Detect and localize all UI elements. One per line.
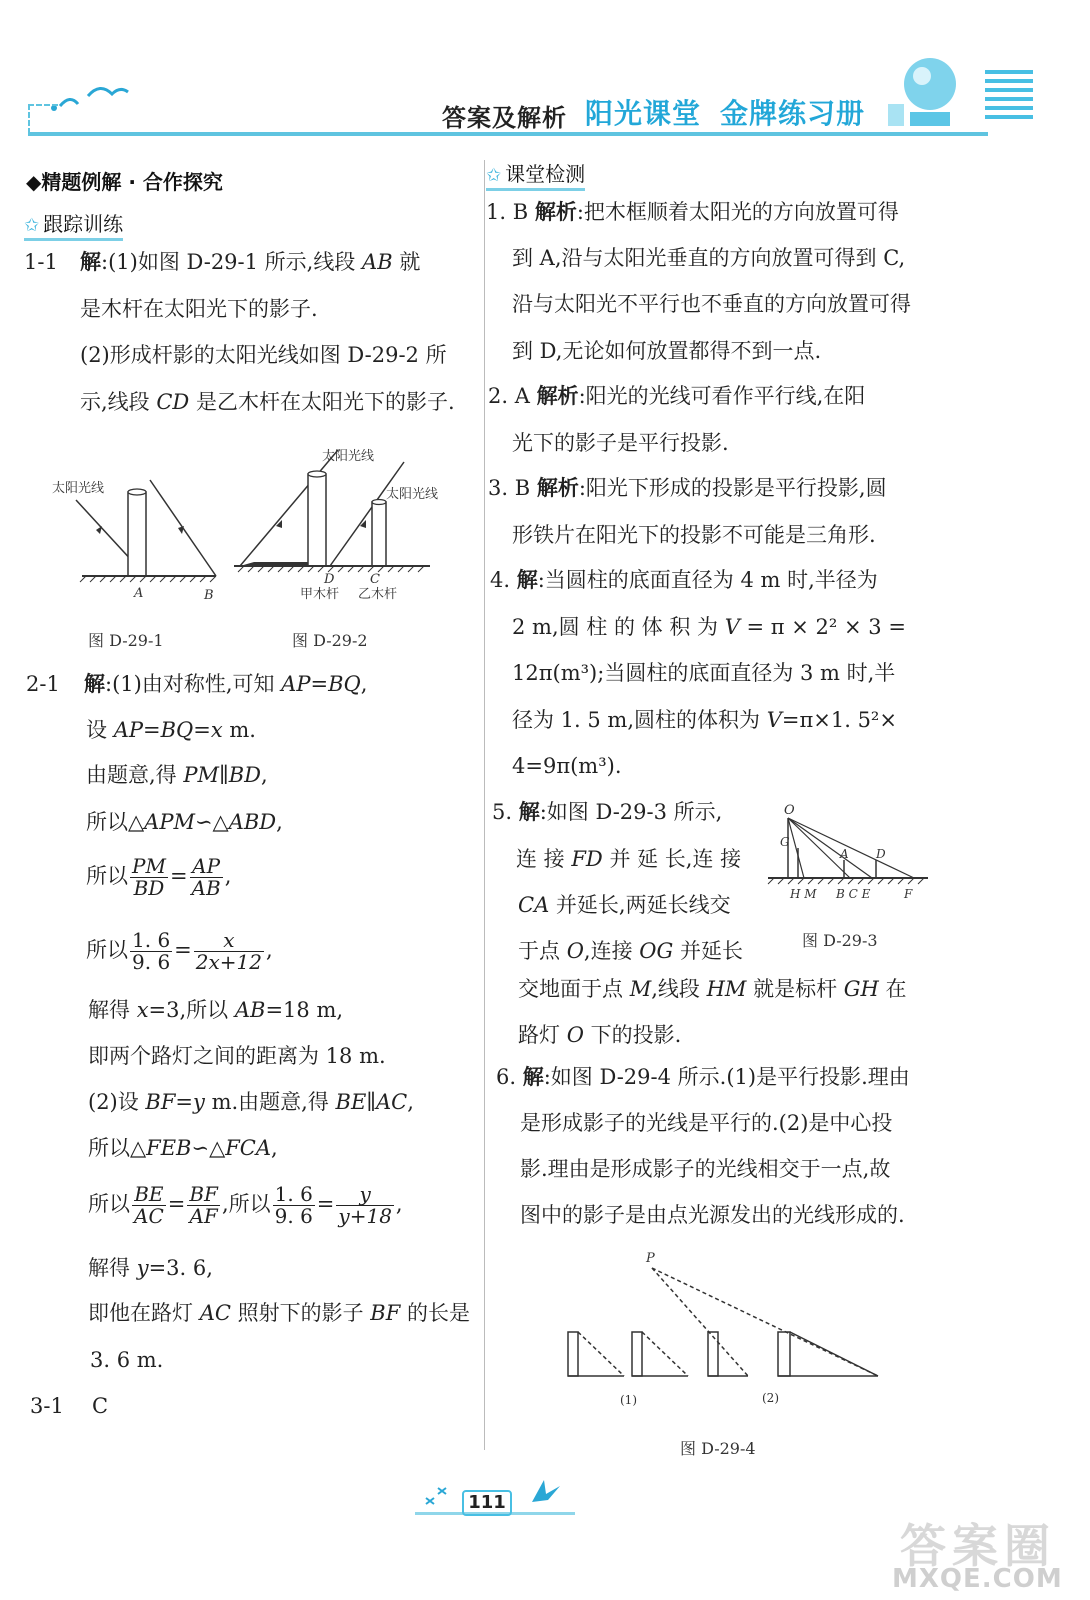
q2-1-line7: 解得 x=3,所以 AB=18 m, <box>88 998 344 1022</box>
q2-1-line2: 设 AP=BQ=x m. <box>86 718 256 742</box>
fig3-label-a: A <box>840 847 849 861</box>
r-q4-line2: 2 m,圆 柱 的 体 积 为 V = π × 2² × 3 = <box>512 615 906 639</box>
r-q6-line2: 是形成影子的光线是平行的.(2)是中心投 <box>520 1111 893 1135</box>
header-dash-vertical <box>28 104 30 134</box>
fig3-label-g: G <box>780 835 790 849</box>
fig3-caption: 图 D-29-3 <box>802 931 878 950</box>
r-q5-line2: 连 接 FD 并 延 长,连 接 <box>516 847 742 871</box>
fig1-label-b: B <box>204 588 214 603</box>
r-q5-line4: 于点 O,连接 OG 并延长 <box>518 939 743 963</box>
r-q1-line2: 到 A,沿与太阳光垂直的方向放置可得到 C, <box>512 246 906 270</box>
watermark-logo: 答案圈 <box>900 1519 1056 1573</box>
q1-1-line1: 解:(1)如图 D-29-1 所示,线段 AB 就 <box>80 250 421 274</box>
fig2-caption: 图 D-29-2 <box>292 631 368 650</box>
figure-d29-4 <box>548 1246 888 1416</box>
fig2-label-yi: 乙木杆 <box>358 587 398 602</box>
r-q5-line1: 5. 解:如图 D-29-3 所示, <box>492 800 723 824</box>
q2-1-line6: 所以 $\frac{1. 6}{9. 6}$ = $\frac{x}{2x+12}$ , <box>86 928 273 974</box>
q2-1-number: 2-1 <box>26 672 60 696</box>
q1-1-line3: (2)形成杆影的太阳光线如图 D-29-2 所 <box>80 343 447 367</box>
birds-icon <box>40 78 140 118</box>
q2-1-line5: 所以 $\frac{PM}{BD}$ = $\frac{AP}{AB}$ , <box>86 854 232 900</box>
q2-1-line8: 即两个路灯之间的距离为 18 m. <box>88 1044 386 1068</box>
r-q5-line5: 交地面于点 M,线段 HM 就是标杆 GH 在 <box>518 977 907 1001</box>
fig4-label-p: P <box>646 1251 655 1266</box>
q2-1-line13: 即他在路灯 AC 照射下的影子 BF 的长是 <box>88 1301 470 1325</box>
fig3-label-f: F <box>904 887 913 901</box>
r-q6-line3: 影.理由是形成影子的光线相交于一点,故 <box>520 1157 891 1181</box>
fig1-label-a: A <box>134 586 144 601</box>
r-q2-line1: 2. A 解析:阳光的光线可看作平行线,在阳 <box>488 384 866 408</box>
q2-1-line3: 由题意,得 PM∥BD, <box>86 763 268 787</box>
fig3-label-d: D <box>876 847 886 861</box>
fig3-label-hm: H M <box>790 887 817 901</box>
q3-1-answer: C <box>92 1394 109 1418</box>
star-icon: ✩ <box>486 165 502 186</box>
watermark-url: MXQE.COM <box>892 1564 1063 1594</box>
r-q1-line4: 到 D,无论如何放置都得不到一点. <box>512 339 822 363</box>
header-section-title: 答案及解析 <box>442 104 567 132</box>
fig1-sun-label: 太阳光线 <box>52 481 105 496</box>
r-q5-line3: CA 并延长,两延长线交 <box>518 893 731 917</box>
fig3-label-bce: B C E <box>836 887 871 901</box>
q2-1-line9: (2)设 BF=y m.由题意,得 BE∥AC, <box>88 1090 414 1114</box>
page-header <box>0 0 1090 150</box>
r-q6-line1: 6. 解:如图 D-29-4 所示.(1)是平行投影.理由 <box>496 1065 910 1089</box>
header-brand-2: 金牌练习册 <box>720 97 866 130</box>
header-brand-1: 阳光课堂 <box>585 97 702 130</box>
q2-1-line4: 所以△APM∽△ABD, <box>86 810 283 834</box>
fig4-label-2: (2) <box>762 1391 779 1405</box>
q2-1-line1: 解:(1)由对称性,可知 AP=BQ, <box>84 672 368 696</box>
r-q4-line5: 4=9π(m³). <box>512 754 622 778</box>
q3-1-number: 3-1 <box>30 1394 64 1418</box>
figure-d29-1 <box>50 470 230 610</box>
figure-d29-2 <box>230 440 470 610</box>
fig4-caption: 图 D-29-4 <box>680 1439 756 1458</box>
q2-1-line11: 所以 $\frac{BE}{AC}$ = $\frac{BF}{AF}$ ,所以 $\frac{1. 6}{9. 6}$ = $\frac{y}{y+18}$ , <box>88 1182 403 1228</box>
r-q4-line1: 4. 解:当圆柱的底面直径为 4 m 时,半径为 <box>490 568 878 592</box>
fig2-label-jia: 甲木杆 <box>300 587 340 602</box>
fig2-sun-label-2: 太阳光线 <box>386 487 439 502</box>
fig1-caption: 图 D-29-1 <box>88 631 164 650</box>
header-bars <box>985 70 1033 130</box>
page-number: 111 <box>462 1490 512 1516</box>
figure-d29-3 <box>764 798 936 910</box>
q2-1-line12: 解得 y=3. 6, <box>88 1256 213 1280</box>
column-separator <box>484 160 485 1450</box>
r-q1-line3: 沿与太阳光不平行也不垂直的方向放置可得 <box>512 292 911 316</box>
fig3-label-o: O <box>784 803 795 818</box>
q1-1-number: 1-1 <box>24 250 58 274</box>
header-dash-horizontal <box>28 104 58 106</box>
fig2-label-d: D <box>324 572 335 587</box>
r-q3-line1: 3. B 解析:阳光下形成的投影是平行投影,圆 <box>488 476 887 500</box>
fig4-label-1: (1) <box>620 1393 637 1407</box>
r-q3-line2: 形铁片在阳光下的投影不可能是三角形. <box>512 523 876 547</box>
subsection-class-test: ✩ 课堂检测 <box>486 158 585 191</box>
q2-1-line10: 所以△FEB∽△FCA, <box>88 1136 278 1160</box>
star-icon: ✩ <box>24 215 40 236</box>
fig2-label-c: C <box>370 572 380 587</box>
r-q1-line1: 1. B 解析:把木框顺着太阳光的方向放置可得 <box>486 200 899 224</box>
q2-1-line14: 3. 6 m. <box>90 1348 164 1372</box>
q1-1-line2: 是木杆在太阳光下的影子. <box>80 297 318 321</box>
q1-1-line4: 示,线段 CD 是乙木杆在太阳光下的影子. <box>80 390 455 414</box>
subsection-tracking: ✩ 跟踪训练 <box>24 208 123 241</box>
fig2-sun-label-1: 太阳光线 <box>322 449 375 464</box>
globe-icon <box>880 44 980 134</box>
r-q5-line6: 路灯 O 下的投影. <box>518 1023 682 1047</box>
r-q4-line3: 12π(m³);当圆柱的底面直径为 3 m 时,半 <box>512 661 896 685</box>
section-title-examples: ◆精题例解 · 合作探究 <box>26 170 223 194</box>
r-q6-line4: 图中的影子是由点光源发出的光线形成的. <box>520 1203 905 1227</box>
r-q4-line4: 径为 1. 5 m,圆柱的体积为 V=π×1. 5²× <box>512 708 897 732</box>
r-q2-line2: 光下的影子是平行投影. <box>512 431 729 455</box>
